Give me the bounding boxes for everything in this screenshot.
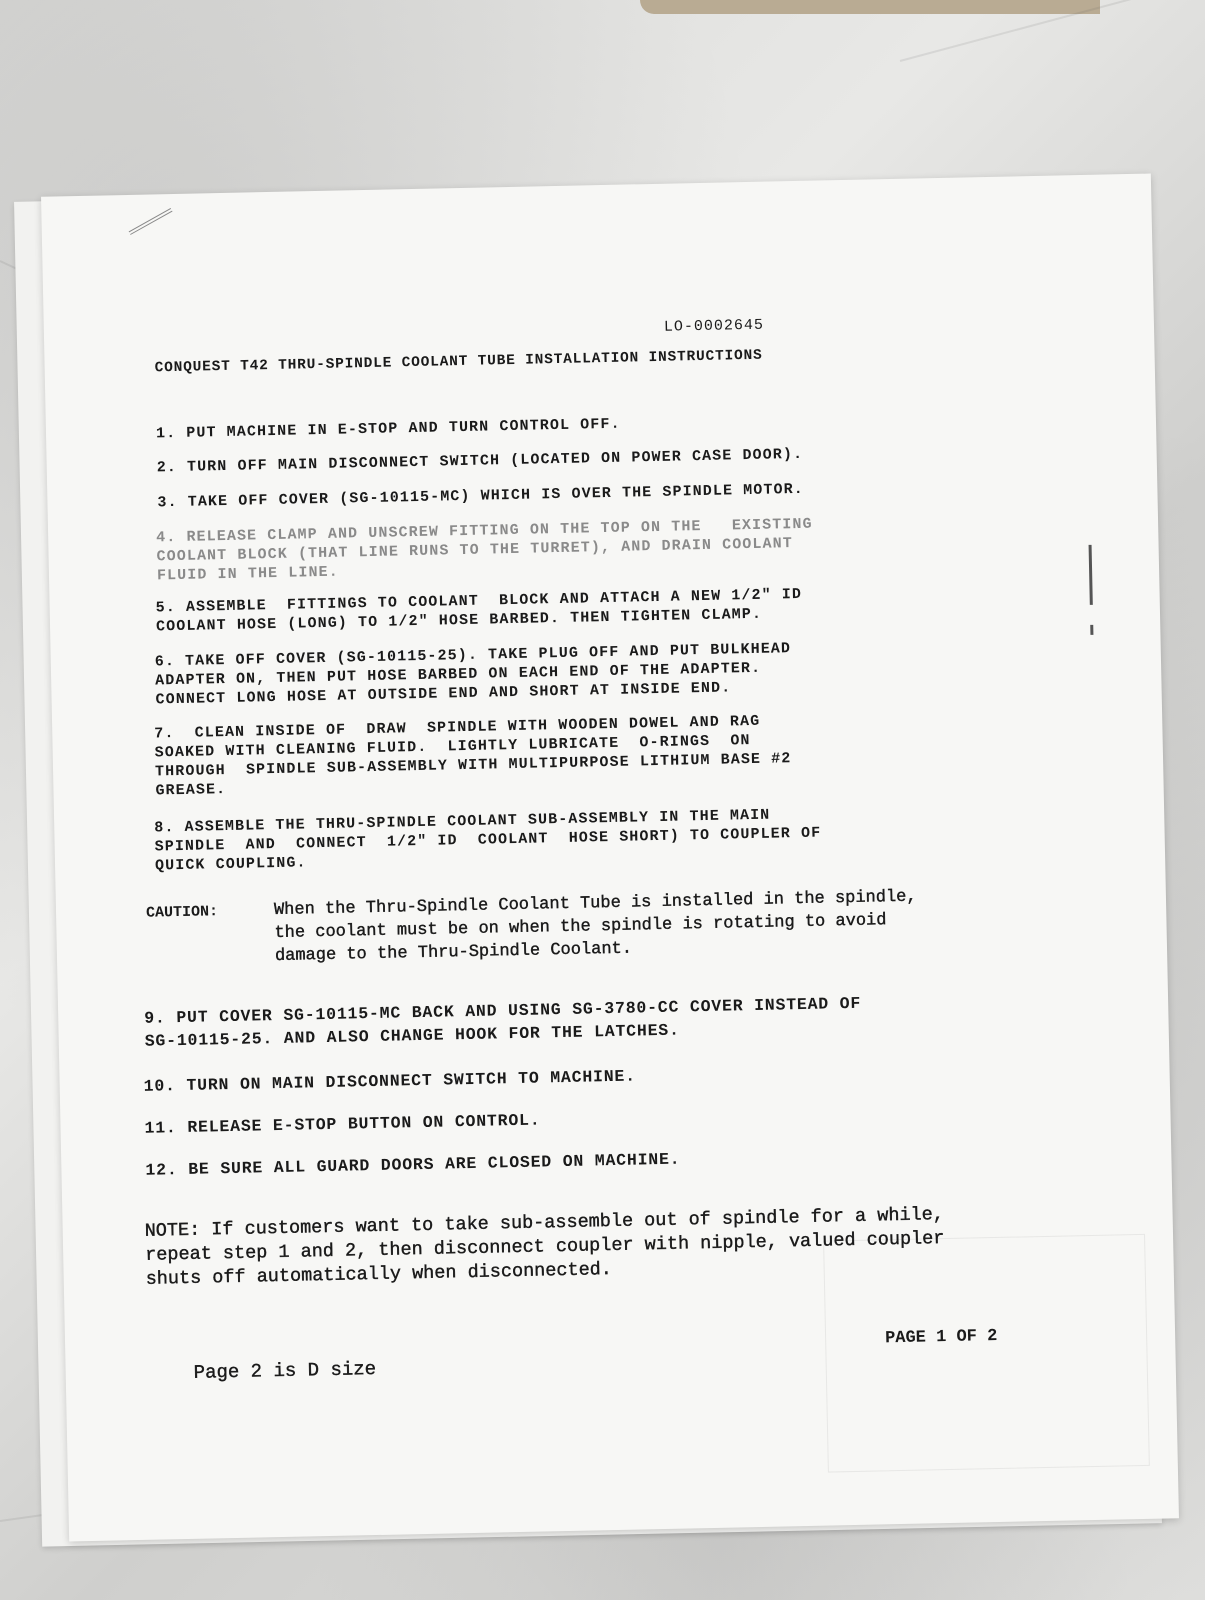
caution-text: When the Thru-Spindle Coolant Tube is installed in the spindle, the coolant must be on when the spindle is rotating to avoid damage to the Thru-Spindle Coolant. [273, 887, 917, 967]
page-2-size-note: Page 2 is D size [193, 1358, 377, 1384]
background-cloth [640, 0, 1100, 14]
note-paragraph: NOTE: If customers want to take sub-assemble out of spindle for a while, repeat step 1 and 2, then disconnect coupler with nipple, valued coupler shuts off automatically when disconnected. [144, 1204, 945, 1290]
step-10: 10. TURN ON MAIN DISCONNECT SWITCH TO MACHINE. [143, 1066, 637, 1096]
document-number: LO-0002645 [663, 316, 765, 336]
step-6: 6. TAKE OFF COVER (SG-10115-25). TAKE PLUG OFF AND PUT BULKHEAD ADAPTER ON, THEN PUT HOSE BARBED ON EACH END OF THE ADAPTER. CONNECT LONG HOSE AT OUTSIDE END AND SHORT AT INSIDE END. [154, 640, 792, 709]
step-4: 4. RELEASE CLAMP AND UNSCREW FITTING ON THE TOP ON THE EXISTING COOLANT BLOCK (THAT LINE RUNS TO THE TURRET), AND DRAIN COOLANT FLUID IN THE LINE. [156, 515, 813, 585]
page-number: PAGE 1 OF 2 [884, 1326, 998, 1349]
caution-block [145, 885, 966, 967]
step-5: 5. ASSEMBLE FITTINGS TO COOLANT BLOCK AND ATTACH A NEW 1/2" ID COOLANT HOSE (LONG) TO 1/2" HOSE BARBED. THEN TIGHTEN CLAMP. [155, 585, 803, 636]
step-11: 11. RELEASE E-STOP BUTTON ON CONTROL. [144, 1110, 541, 1138]
step-1: 1. PUT MACHINE IN E-STOP AND TURN CONTROL OFF. [155, 415, 621, 443]
caution-label: CAUTION: [145, 903, 219, 922]
step-2: 2. TURN OFF MAIN DISCONNECT SWITCH (LOCATED ON POWER CASE DOOR). [156, 445, 804, 477]
step-3: 3. TAKE OFF COVER (SG-10115-MC) WHICH IS OVER THE SPINDLE MOTOR. [157, 480, 805, 512]
edge-mark [1090, 625, 1093, 635]
step-7: 7. CLEAN INSIDE OF DRAW SPINDLE WITH WOODEN DOWEL AND RAG SOAKED WITH CLEANING FLUID. LIGHTLY LUBRICATE O-RINGS ON THROUGH SPINDLE SUB-ASSEMBLY WITH MULTIPURPOSE LITHIUM BASE #2 GREASE. [154, 712, 792, 800]
document-title: CONQUEST T42 THRU-SPINDLE COOLANT TUBE INSTALLATION INSTRUCTIONS [154, 347, 763, 377]
edge-mark [1089, 545, 1093, 605]
step-9: 9. PUT COVER SG-10115-MC BACK AND USING SG-3780-CC COVER INSTEAD OF SG-10115-25. AND ALSO CHANGE HOOK FOR THE LATCHES. [144, 993, 862, 1051]
document-page [41, 174, 1179, 1542]
step-12: 12. BE SURE ALL GUARD DOORS ARE CLOSED ON MACHINE. [145, 1149, 681, 1180]
staple-mark [129, 208, 173, 235]
step-8: 8. ASSEMBLE THE THRU-SPINDLE COOLANT SUB-ASSEMBLY IN THE MAIN SPINDLE AND CONNECT 1/2" ID COOLANT HOSE SHORT) TO COUPLER OF QUICK COUPLING. [154, 806, 822, 875]
